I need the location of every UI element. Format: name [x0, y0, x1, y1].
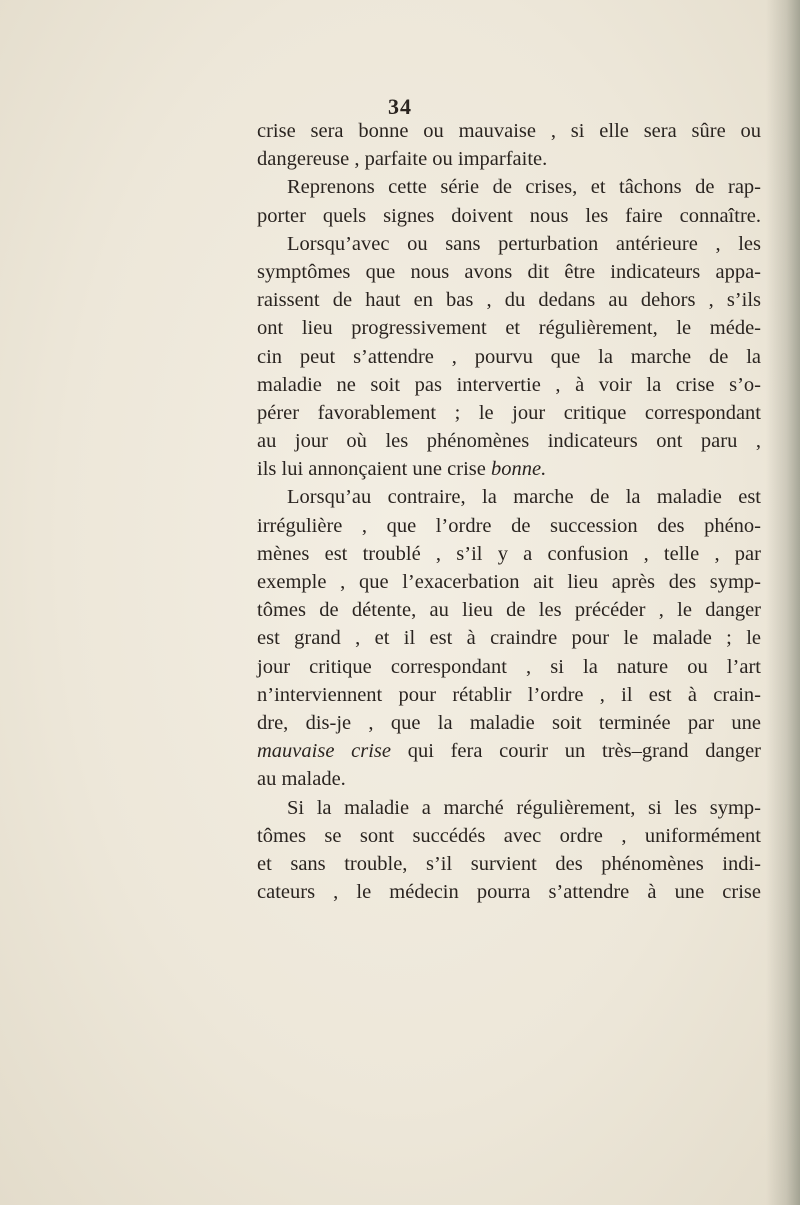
page-number: 34 [388, 94, 412, 119]
line-text: raissent de haut en bas , du dedans au dehors , s’ils [257, 289, 761, 312]
line-text: cateurs , le médecin pourra s’attendre à une crise [257, 881, 761, 904]
line-text: Lorsqu’au contraire, la marche de la maladie est [287, 486, 761, 509]
text-line [257, 709, 761, 737]
line-text: porter quels signes doivent nous les faire connaître. [257, 204, 761, 227]
text-line [257, 314, 761, 342]
text-line [257, 737, 761, 765]
text-line [257, 286, 761, 314]
line-text: irrégulière , que l’ordre de succession des phéno- [257, 514, 761, 537]
line-text: tômes de détente, au lieu de les précéder , le danger [257, 599, 761, 622]
line-text: symptômes que nous avons dit être indicateurs appa- [257, 260, 761, 283]
line-text: Lorsqu’avec ou sans perturbation antérieure , les [287, 232, 761, 255]
text-line [257, 427, 761, 455]
text-line [257, 624, 761, 652]
text-line [257, 681, 761, 709]
page-edge-shadow [766, 0, 800, 1205]
text-line [257, 540, 761, 568]
body-text [257, 117, 761, 906]
line-text: Reprenons cette série de crises, et tâchons de rap- [287, 176, 761, 199]
text-line [257, 371, 761, 399]
line-text: au malade. [257, 768, 346, 791]
text-line [257, 596, 761, 624]
text-line [257, 202, 761, 230]
line-text: est grand , et il est à craindre pour le malade ; le [257, 627, 761, 650]
text-line [257, 850, 761, 878]
text-line [257, 399, 761, 427]
italic-phrase: bonne. [490, 458, 547, 481]
text-line [257, 145, 761, 173]
line-text: maladie ne soit pas intervertie , à voir la crise s’o- [257, 373, 761, 396]
line-text: crise sera bonne ou mauvaise , si elle sera sûre ou [257, 120, 761, 142]
line-text: cin peut s’attendre , pourvu que la marche de la [257, 345, 761, 368]
italic-phrase: mauvaise crise [257, 740, 391, 763]
text-line [257, 765, 761, 793]
text-line [257, 794, 761, 822]
text-line [257, 512, 761, 540]
text-line [257, 173, 761, 201]
line-text: Si la maladie a marché régulièrement, si les symp- [287, 796, 761, 819]
line-text: dangereuse , parfaite ou imparfaite. [257, 148, 548, 171]
text-line [257, 258, 761, 286]
text-line [257, 117, 761, 145]
line-text: au jour où les phénomènes indicateurs ont paru , [257, 430, 761, 453]
line-text: ils lui annonçaient une crise [257, 458, 491, 481]
text-line [257, 230, 761, 258]
line-text: n’interviennent pour rétablir l’ordre , il est à crain- [257, 683, 761, 706]
text-line [257, 483, 761, 511]
line-text: et sans trouble, s’il survient des phénomènes indi- [257, 852, 761, 875]
line-text: ont lieu progressivement et régulièrement, le méde- [257, 317, 761, 340]
line-text: mènes est troublé , s’il y a confusion , telle , par [257, 542, 761, 565]
line-text: tômes se sont succédés avec ordre , uniformément [257, 824, 761, 847]
line-text: pérer favorablement ; le jour critique correspondant [257, 401, 761, 424]
text-line [257, 653, 761, 681]
text-line [257, 455, 761, 483]
text-line [257, 822, 761, 850]
text-line [257, 878, 761, 906]
line-text: dre, dis-je , que la maladie soit terminée par une [257, 711, 761, 734]
line-text: jour critique correspondant , si la nature ou l’art [257, 655, 761, 678]
line-text: exemple , que l’exacerbation ait lieu après des symp- [257, 571, 761, 593]
text-line [257, 343, 761, 371]
line-text: qui fera courir un très–grand danger [390, 740, 761, 763]
text-line [257, 568, 761, 596]
